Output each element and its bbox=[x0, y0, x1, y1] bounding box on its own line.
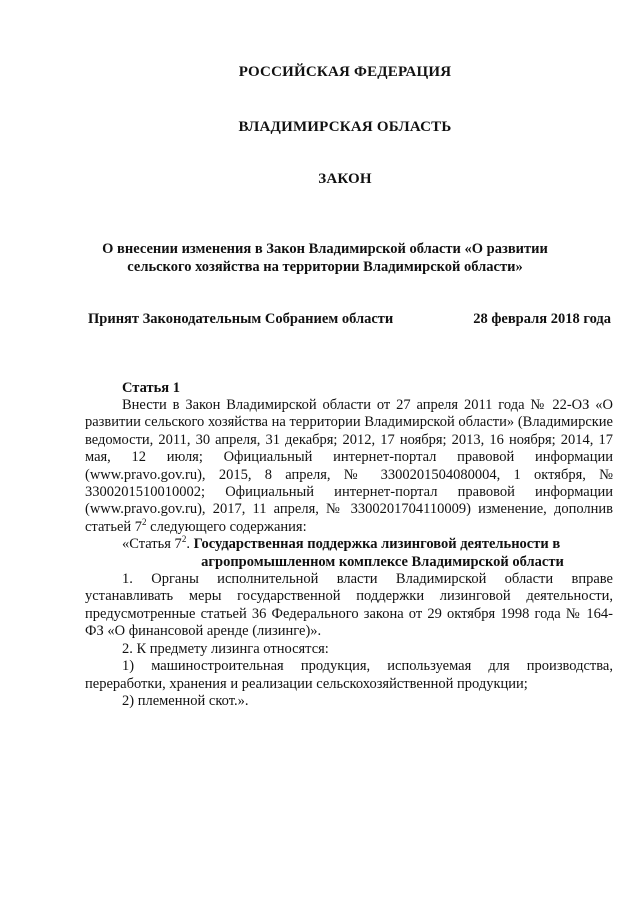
article-intro-superscript: 2 bbox=[142, 517, 147, 528]
law-title bbox=[100, 240, 550, 276]
list-item-2: 2) племенной скот.». bbox=[122, 692, 249, 709]
paragraph-2: 2. К предмету лизинга относятся: bbox=[122, 640, 329, 657]
paragraph-1: 1. Органы исполнительной власти Владимирской области вправе устанавливать меры государственной поддержки лизинговой деятельности, предусмотренные статьей 36 Федерального закона от 29 октября 1998 года № 164-ФЗ «О финансовой аренде (лизинге)». bbox=[85, 571, 613, 640]
adoption-date: 28 февраля 2018 года bbox=[473, 311, 611, 327]
document-type-heading: ЗАКОН bbox=[318, 171, 372, 187]
law-title-line-2: сельского хозяйства на территории Владимирской области» bbox=[127, 259, 523, 275]
new-article-heading bbox=[85, 536, 613, 553]
article-intro-tail: следующего содержания: bbox=[146, 518, 307, 535]
article-intro bbox=[85, 397, 613, 536]
country-heading: РОССИЙСКАЯ ФЕДЕРАЦИЯ bbox=[238, 64, 452, 80]
article-intro-text: Внести в Закон Владимирской области от 27 апреля 2011 года № 22-ОЗ «О развитии сельского хозяйства на территории Владимирской области» (Владимирские ведомости, 2011, 30 апреля, 31 декабря; 2012, 17 ноября; 2013, 16 ноября; 2014, 17 мая, 12 июля; Официальный интернет-портал правовой информации (www.pravo.gov.ru), 2015, 8 апреля, № 3300201504080004, 1 октября, № 3300201510010002; Официальный интернет-портал правовой информации (www.pravo.gov.ru), 2017, 11 апреля, № 3300201704110009) изменение, дополнив статьей 7 bbox=[85, 397, 613, 535]
adoption-label: Принят Законодательным Собранием области bbox=[88, 311, 394, 327]
article-body bbox=[85, 397, 613, 710]
region-heading: ВЛАДИМИРСКАЯ ОБЛАСТЬ bbox=[238, 119, 452, 135]
article-heading: Статья 1 bbox=[122, 380, 180, 396]
new-article-prefix: «Статья 7 bbox=[122, 536, 182, 553]
new-article-title-line-2: агропромышленном комплексе Владимирской области bbox=[201, 553, 564, 570]
adoption-line bbox=[88, 311, 611, 328]
list-item-1: 1) машиностроительная продукция, используемая для производства, переработки, хранения и реализации сельскохозяйственной продукции; bbox=[85, 658, 613, 692]
new-article-title-line-1: Государственная поддержка лизинговой деятельности в bbox=[193, 536, 561, 553]
new-article-superscript: 2 bbox=[181, 534, 187, 545]
law-title-line-1: О внесении изменения в Закон Владимирской области «О развитии bbox=[102, 241, 548, 257]
new-article-dot: . bbox=[186, 536, 194, 553]
